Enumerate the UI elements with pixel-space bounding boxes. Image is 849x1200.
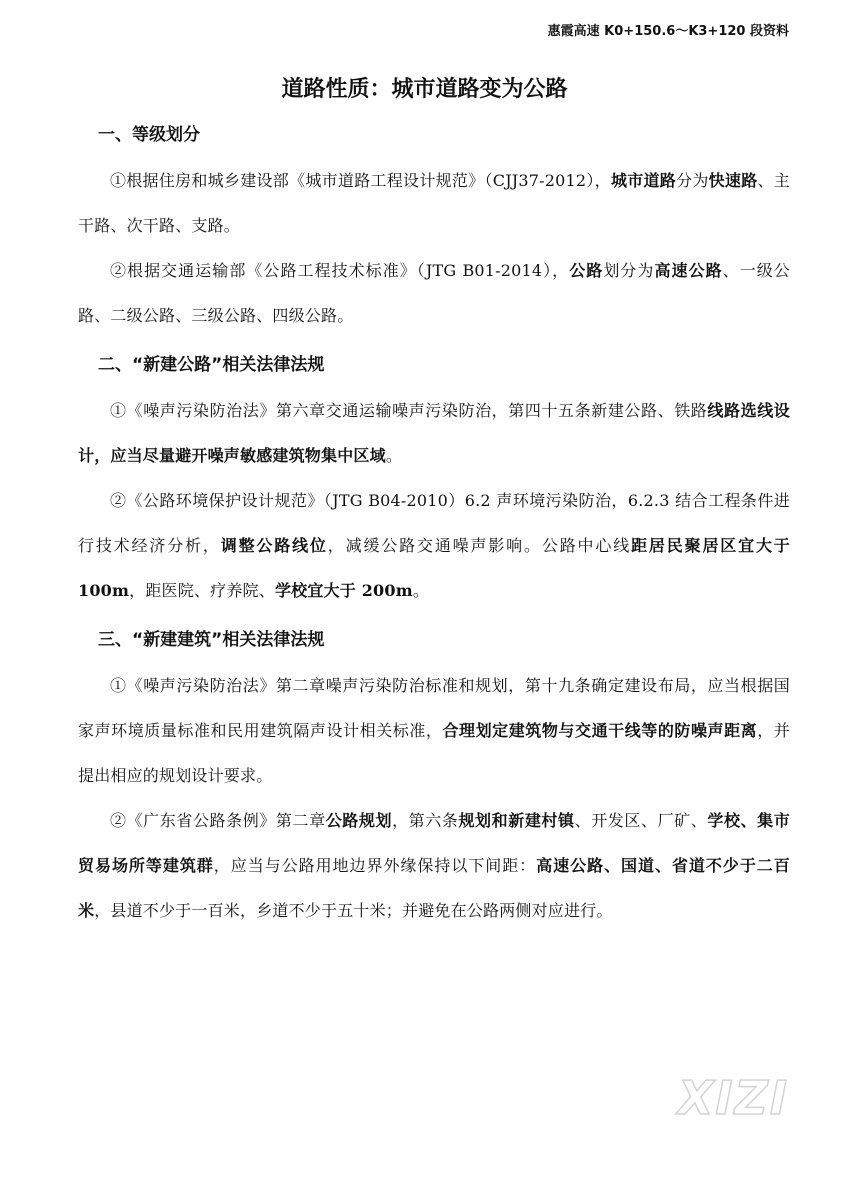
bold-text-run: 调整公路线位	[220, 536, 328, 555]
document-title: 道路性质：城市道路变为公路	[281, 77, 568, 102]
bold-text-run: 高速公路	[654, 261, 723, 280]
text-run: 、开发区、厂矿、	[574, 811, 708, 830]
text-run: 划分为	[603, 261, 655, 280]
text-run: ②根据交通运输部《公路工程技术标准》（JTG B01-2014），	[110, 261, 570, 280]
section-1-paragraph-1	[78, 158, 790, 248]
section-2-heading: 二、“新建公路”相关法律法规	[98, 355, 325, 375]
text-run: 。	[385, 446, 403, 465]
text-run: ，第六条	[392, 811, 459, 830]
section-1-heading: 一、等级划分	[98, 125, 200, 145]
section-2-paragraph-2	[78, 478, 790, 613]
watermark-logo: XIZI	[677, 1071, 789, 1125]
bold-text-run: 快速路	[708, 171, 758, 190]
bold-text-run: 城市道路	[610, 171, 677, 190]
text-run: 、一级公路、二级公路、三级公路、四级公路。	[78, 261, 790, 325]
bold-text-run: 规划和新建村镇	[458, 811, 575, 830]
bold-text-run: 线路选线设计，应当尽量避开噪声敏感建筑物集中区域	[78, 401, 790, 465]
bold-text-run: 公路	[569, 261, 604, 280]
text-run: ①根据住房和城乡建设部《城市道路工程设计规范》（CJJ37-2012），	[110, 171, 611, 190]
section-3-paragraph-1	[78, 663, 790, 798]
text-run: 分为	[676, 171, 709, 190]
text-run: ，县道不少于一百米，乡道不少于五十米；并避免在公路两侧对应进行。	[94, 901, 613, 920]
document-body	[78, 108, 790, 933]
page-header: 惠霞高速 K0+150.6～K3+120 段资料	[547, 24, 789, 39]
bold-text-run: 学校、集市贸易场所等建筑群	[78, 811, 790, 875]
text-run: 、主干路、次干路、支路。	[78, 171, 790, 235]
text-run: ②《公路环境保护设计规范》（JTG B04-2010）6.2 声环境污染防治，6.2.3 结合工程条件进行技术经济分析，	[78, 491, 790, 555]
text-run: 。	[412, 581, 430, 600]
bold-text-run: 高速公路、国道、省道不少于二百米	[78, 856, 790, 920]
section-1-paragraph-2	[78, 248, 790, 338]
text-run: ①《噪声污染防治法》第六章交通运输噪声污染防治，第四十五条新建公路、铁路	[110, 401, 708, 420]
section-2-paragraph-1	[78, 388, 790, 478]
text-run: ，减缓公路交通噪声影响。公路中心线	[327, 536, 632, 555]
bold-text-run: 合理划定建筑物与交通干线等的防噪声距离	[442, 721, 758, 740]
text-run: ，距医院、疗养院、	[129, 581, 275, 600]
bold-text-run: 距居民聚居区宜大于 100m	[78, 536, 791, 600]
bold-text-run: 公路规划	[325, 811, 393, 830]
section-3-heading: 三、“新建建筑”相关法律法规	[98, 630, 325, 650]
text-run: ①《噪声污染防治法》第二章噪声污染防治标准和规划，第十九条确定建设布局，应当根据国家声环境质量标准和民用建筑隔声设计相关标准，	[78, 676, 790, 740]
section-3-paragraph-2	[78, 798, 790, 933]
text-run: ，应当与公路用地边界外缘保持以下间距：	[213, 856, 537, 875]
text-run: ②《广东省公路条例》第二章	[110, 811, 326, 830]
bold-text-run: 学校宜大于 200m	[274, 581, 413, 600]
text-run: ，并提出相应的规划设计要求。	[78, 721, 791, 785]
